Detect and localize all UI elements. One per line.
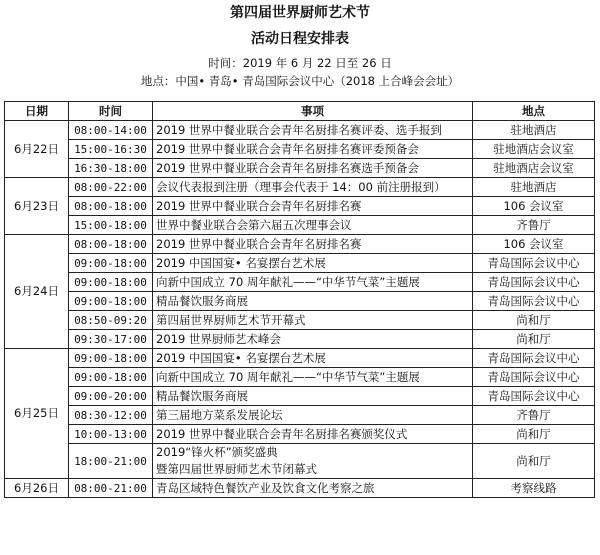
table-row (5, 159, 595, 178)
table-row (5, 368, 595, 387)
event-cell: 2019 世界中餐业联合会青年名厨排名赛 (153, 235, 473, 254)
time-cell: 10:00-13:00 (69, 425, 153, 444)
time-cell: 18:00-21:00 (69, 444, 153, 479)
venue-cell: 驻地酒店 (473, 121, 595, 140)
time-cell: 08:00-14:00 (69, 121, 153, 140)
event-cell-multiline (153, 444, 473, 479)
date-cell: 6月22日 (5, 121, 69, 178)
venue-cell: 106 会议室 (473, 197, 595, 216)
event-cell: 精品餐饮服务商展 (153, 387, 473, 406)
time-cell: 09:00-20:00 (69, 387, 153, 406)
time-cell: 08:00-18:00 (69, 197, 153, 216)
venue-cell: 106 会议室 (473, 235, 595, 254)
time-cell: 15:00-16:30 (69, 140, 153, 159)
venue-cell: 青岛国际会议中心 (473, 273, 595, 292)
venue-cell: 青岛国际会议中心 (473, 349, 595, 368)
table-row (5, 349, 595, 368)
date-cell: 6月26日 (5, 479, 69, 498)
table-row (5, 425, 595, 444)
table-row (5, 235, 595, 254)
table-header-row (5, 102, 595, 121)
time-cell: 09:30-17:00 (69, 330, 153, 349)
venue-cell: 考察线路 (473, 479, 595, 498)
venue-cell: 尚和厅 (473, 425, 595, 444)
time-cell: 16:30-18:00 (69, 159, 153, 178)
event-cell: 2019 世界中餐业联合会青年名厨排名赛 (153, 197, 473, 216)
venue-cell: 齐鲁厅 (473, 406, 595, 425)
venue-cell: 驻地酒店 (473, 178, 595, 197)
time-cell: 08:00-18:00 (69, 235, 153, 254)
venue-cell: 青岛国际会议中心 (473, 254, 595, 273)
event-cell: 第三届地方菜系发展论坛 (153, 406, 473, 425)
table-row (5, 273, 595, 292)
table-row (5, 406, 595, 425)
venue-cell: 青岛国际会议中心 (473, 387, 595, 406)
venue-cell: 驻地酒店会议室 (473, 159, 595, 178)
venue-cell: 尚和厅 (473, 330, 595, 349)
event-cell: 向新中国成立 70 周年献礼——“中华节气菜”主题展 (153, 273, 473, 292)
event-cell: 第四届世界厨师艺术节开幕式 (153, 311, 473, 330)
header-venue: 地点 (473, 102, 595, 121)
table-row (5, 254, 595, 273)
table-row (5, 311, 595, 330)
table-row (5, 292, 595, 311)
page-title: 第四届世界厨师艺术节 (230, 5, 370, 21)
table-row (5, 387, 595, 406)
header-event: 事项 (153, 102, 473, 121)
table-row (5, 216, 595, 235)
table-row (5, 140, 595, 159)
event-line-2: 暨第四届世界厨师艺术节闭幕式 (156, 462, 317, 476)
event-cell: 会议代表报到注册（理事会代表于 14：00 前注册报到） (153, 178, 473, 197)
date-cell: 6月25日 (5, 349, 69, 479)
event-cell: 2019 中国国宴• 名宴摆台艺术展 (153, 254, 473, 273)
time-cell: 09:00-18:00 (69, 292, 153, 311)
schedule-table (4, 101, 595, 498)
date-cell: 6月23日 (5, 178, 69, 235)
event-cell: 向新中国成立 70 周年献礼——“中华节气菜”主题展 (153, 368, 473, 387)
event-cell: 2019 世界中餐业联合会青年名厨排名赛选手预备会 (153, 159, 473, 178)
time-cell: 08:00-22:00 (69, 178, 153, 197)
event-line-1: 2019“锋火杯”颁奖盛典 (156, 445, 278, 459)
time-cell: 15:00-18:00 (69, 216, 153, 235)
event-cell: 2019 世界中餐业联合会青年名厨排名赛颁奖仪式 (153, 425, 473, 444)
table-row (5, 121, 595, 140)
event-cell: 精品餐饮服务商展 (153, 292, 473, 311)
table-row (5, 330, 595, 349)
event-cell: 青岛区域特色餐饮产业及饮食文化考察之旅 (153, 479, 473, 498)
venue-cell: 青岛国际会议中心 (473, 368, 595, 387)
page-subtitle: 活动日程安排表 (251, 31, 349, 47)
event-cell: 2019 中国国宴• 名宴摆台艺术展 (153, 349, 473, 368)
venue-cell: 青岛国际会议中心 (473, 292, 595, 311)
event-cell: 2019 世界厨师艺术峰会 (153, 330, 473, 349)
table-row (5, 444, 595, 479)
venue-cell: 驻地酒店会议室 (473, 140, 595, 159)
header-date: 日期 (5, 102, 69, 121)
venue-cell: 尚和厅 (473, 311, 595, 330)
event-cell: 2019 世界中餐业联合会青年名厨排名赛评委、选手报到 (153, 121, 473, 140)
time-cell: 08:30-12:00 (69, 406, 153, 425)
table-row (5, 178, 595, 197)
header-time: 时间 (69, 102, 153, 121)
event-cell: 2019 世界中餐业联合会青年名厨排名赛评委预备会 (153, 140, 473, 159)
event-cell: 世界中餐业联合会第六届五次理事会议 (153, 216, 473, 235)
table-row (5, 479, 595, 498)
location-line: 地点：中国• 青岛• 青岛国际会议中心（2018 上合峰会会址） (140, 74, 460, 88)
venue-cell: 尚和厅 (473, 444, 595, 479)
time-cell: 09:00-18:00 (69, 254, 153, 273)
venue-cell: 齐鲁厅 (473, 216, 595, 235)
table-row (5, 197, 595, 216)
time-cell: 09:00-18:00 (69, 368, 153, 387)
time-line: 时间：2019 年 6 月 22 日至 26 日 (208, 56, 392, 70)
time-cell: 09:00-18:00 (69, 349, 153, 368)
date-cell: 6月24日 (5, 235, 69, 349)
schedule-page (0, 4, 600, 555)
time-cell: 08:00-21:00 (69, 479, 153, 498)
time-cell: 08:50-09:20 (69, 311, 153, 330)
time-cell: 09:00-18:00 (69, 273, 153, 292)
